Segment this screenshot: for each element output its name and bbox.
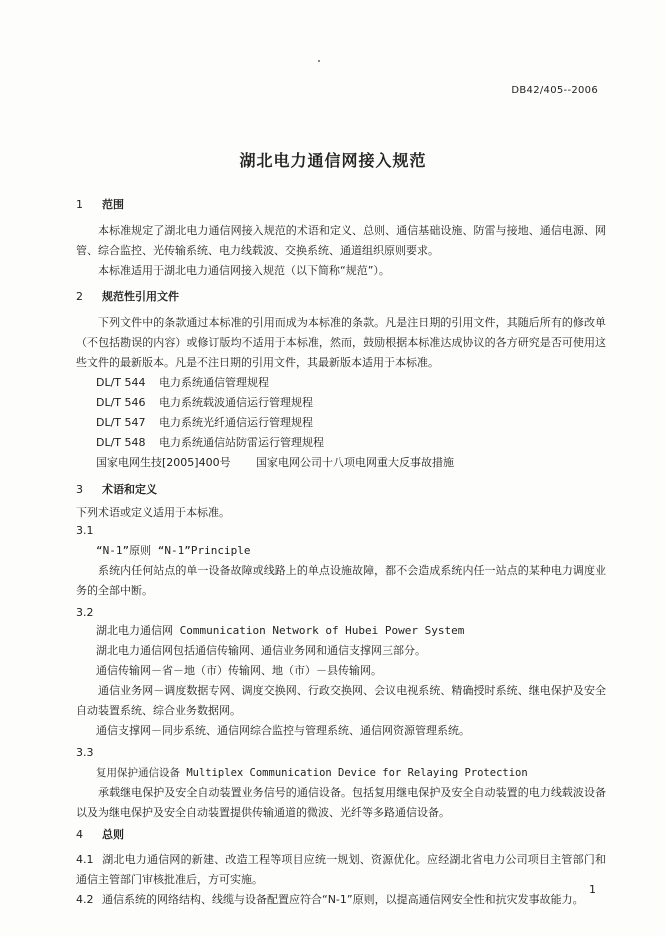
term-title: “N-1”原则 “N-1”Principle	[96, 544, 251, 557]
section-1-heading	[76, 196, 124, 212]
section-number: 1	[76, 198, 83, 211]
section-1-paragraph-1	[76, 221, 606, 261]
clause-4-1	[76, 850, 606, 890]
reference-item	[96, 453, 454, 473]
term-number: 3.3	[76, 746, 94, 759]
paragraph-text: 下列文件中的条款通过本标准的引用而成为本标准的条款。凡是注日期的引用文件，其随后所有的修改单（不包括勘误的内容）或修订版均不适用于本标准，然而，鼓励根据本标准达成协议的各方研究是否可使用这些文件的最新版本。凡是不注日期的引用文件，其最新版本适用于本标准。	[76, 316, 606, 369]
paragraph-text: 湖北电力通信网的新建、改造工程等项目应统一规划、资源优化。应经湖北省电力公司项目主管部门和通信主管部门审核批准后，方可实施。	[76, 853, 606, 886]
reference-name: 电力系统通信管理规程	[159, 376, 269, 389]
section-1-paragraph-2	[76, 261, 606, 281]
standard-code: DB42/405--2006	[511, 85, 598, 96]
reference-code: DL/T 546	[96, 396, 146, 409]
term-title: 复用保护通信设备 Multiplex Communication Device for Relaying Protection	[96, 767, 528, 779]
clause-number: 4.2	[76, 893, 94, 906]
term-title: 湖北电力通信网 Communication Network of Hubei Power System	[96, 624, 465, 637]
section-title: 总则	[102, 828, 124, 841]
section-title: 规范性引用文件	[102, 290, 179, 303]
term-definition	[76, 783, 606, 823]
paragraph-text: 通信系统的网络结构、线缆与设备配置应符合“N-1”原则，以提高通信网安全性和抗灾发事故能力。	[102, 893, 584, 906]
paragraph-text: 通信业务网－调度数据专网、调度交换网、行政交换网、会议电视系统、精确授时系统、继电保护及安全自动装置系统、综合业务数据网。	[76, 684, 606, 717]
section-number: 3	[76, 483, 83, 496]
clause-number: 4.1	[76, 853, 94, 866]
section-3-intro: 下列术语或定义适用于本标准。	[76, 506, 230, 519]
paragraph-text: 本标准适用于湖北电力通信网接入规范（以下简称“规范”）。	[98, 264, 390, 277]
reference-item	[96, 393, 313, 413]
reference-name: 电力系统通信站防雷运行管理规程	[159, 436, 324, 449]
reference-code: DL/T 548	[96, 436, 146, 449]
reference-item	[96, 433, 324, 453]
section-title: 范围	[102, 198, 124, 211]
section-number: 4	[76, 828, 83, 841]
section-2-paragraph-1	[76, 313, 606, 373]
clause-4-2	[76, 890, 606, 910]
term-definition	[76, 561, 606, 601]
scan-speck	[318, 60, 320, 62]
reference-code: DL/T 547	[96, 416, 146, 429]
section-number: 2	[76, 290, 83, 303]
reference-name: 电力系统载波通信运行管理规程	[159, 396, 313, 409]
reference-name: 国家电网公司十八项电网重大反事故措施	[256, 456, 454, 469]
section-title: 术语和定义	[102, 483, 157, 496]
section-2-heading	[76, 288, 179, 304]
page-number: 1	[589, 883, 596, 896]
paragraph-text: 承载继电保护及安全自动装置业务信号的通信设备。包括复用继电保护及安全自动装置的电力线载波设备以及为继电保护及安全自动装置提供传输通道的微波、光纤等多路通信设备。	[76, 786, 606, 819]
term-line: 湖北电力通信网包括通信传输网、通信业务网和通信支撑网三部分。	[96, 644, 426, 657]
reference-item	[96, 413, 313, 433]
paragraph-text: 本标准规定了湖北电力通信网接入规范的术语和定义、总则、通信基础设施、防雷与接地、通信电源、网管、综合监控、光传输系统、电力线载波、交换系统、通道组织原则要求。	[76, 224, 606, 257]
reference-code: DL/T 544	[96, 376, 146, 389]
reference-code: 国家电网生技[2005]400号	[96, 456, 231, 469]
paragraph-text: 系统内任何站点的单一设备故障或线路上的单点设施故障，都不会造成系统内任一站点的某种电力调度业务的全部中断。	[76, 564, 606, 597]
section-4-heading	[76, 826, 124, 842]
page-title: 湖北电力通信网接入规范	[239, 151, 427, 170]
term-number: 3.1	[76, 524, 94, 537]
term-number: 3.2	[76, 606, 94, 619]
section-3-heading	[76, 481, 157, 497]
term-line: 通信传输网－省－地（市）传输网、地（市）－县传输网。	[96, 664, 382, 677]
reference-name: 电力系统光纤通信运行管理规程	[159, 416, 313, 429]
term-line-wrapped	[76, 681, 606, 721]
reference-item	[96, 373, 269, 393]
term-line: 通信支撑网－同步系统、通信网综合监控与管理系统、通信网资源管理系统。	[96, 724, 470, 737]
